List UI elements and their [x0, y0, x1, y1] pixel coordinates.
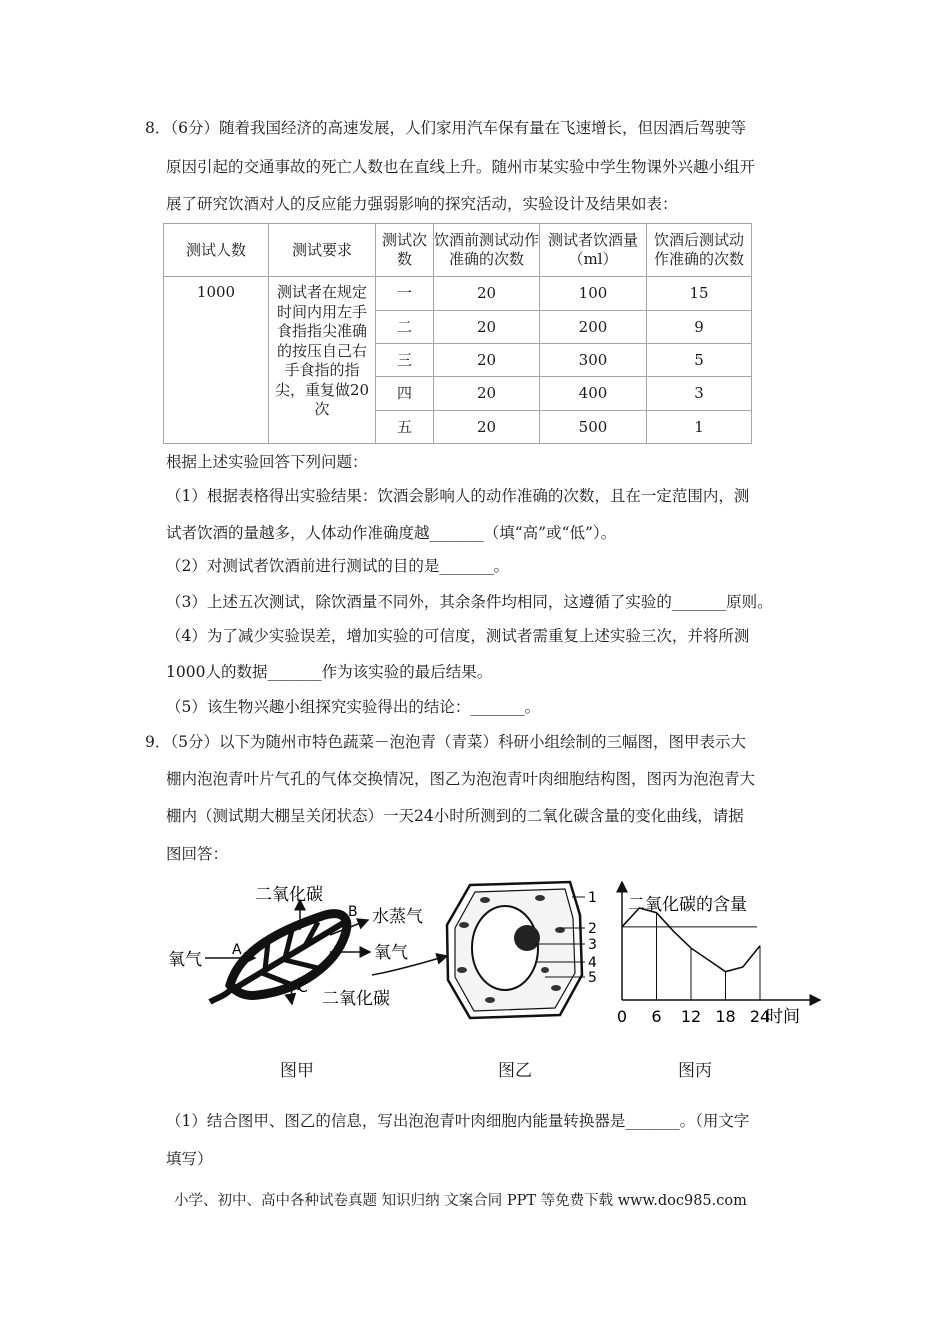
- header-people: 测试人数: [164, 224, 269, 277]
- cell-amount: 100: [540, 277, 647, 311]
- q8-sub-2: （2）对测试者饮酒前进行测试的目的是_______。: [166, 557, 510, 575]
- label-oxygen-out: 氧气: [374, 943, 408, 963]
- cell-amount: 200: [540, 311, 647, 344]
- cell-amount: 300: [540, 344, 647, 377]
- q9-line-1: 9．（5分）以下为随州市特色蔬菜－泡泡青（青菜）科研小组绘制的三幅图，图甲表示大: [145, 733, 746, 751]
- q9-line-2: 棚内泡泡青叶片气孔的气体交换情况，图乙为泡泡青叶肉细胞结构图，图丙为泡泡青大: [166, 770, 756, 788]
- q9-sub-1a: （1）结合图甲、图乙的信息，写出泡泡青叶肉细胞内能量转换器是_______。（用文字: [166, 1112, 750, 1130]
- cell-trial: 三: [376, 344, 434, 377]
- q9-line-4: 图回答：: [166, 845, 229, 863]
- q8-line-2: 原因引起的交通事故的死亡人数也在直线上升。随州市某实验中学生物课外兴趣小组开: [166, 158, 756, 176]
- cell-after: 5: [647, 344, 752, 377]
- q9-line-3: 棚内（测试期大棚呈关闭状态）一天24小时所测到的二氧化碳含量的变化曲线，请据: [166, 807, 744, 825]
- q8-sub-5: （5）该生物兴趣小组探究实验得出的结论：_______。: [166, 698, 541, 716]
- cell-after: 1: [647, 411, 752, 444]
- label-co2-top: 二氧化碳: [255, 885, 323, 905]
- chart-x-tick-label: 18: [715, 1007, 736, 1026]
- q8-line-1: 8．（6分）随着我国经济的高速发展，人们家用汽车保有量在飞速增长，但因酒后驾驶等: [145, 119, 746, 137]
- table-row: [164, 277, 752, 311]
- cell-number-5: 5: [588, 970, 597, 986]
- header-after: 饮酒后测试动作准确的次数: [647, 224, 752, 277]
- q8-sub-1b: 试者饮酒的量越多，人体动作准确度越_______（填“高”或“低”）。: [166, 524, 617, 542]
- cell-before: 20: [434, 277, 540, 311]
- label-water-vapor: 水蒸气: [372, 907, 423, 927]
- q8-line-3: 展了研究饮酒对人的反应能力强弱影响的探究活动，实验设计及结果如表：: [166, 195, 678, 213]
- cell-number-3: 3: [588, 937, 597, 953]
- label-b: B: [348, 904, 358, 920]
- caption-bing: 图丙: [678, 1061, 712, 1081]
- cell-after: 9: [647, 311, 752, 344]
- nucleus-icon: [514, 925, 540, 951]
- table-header-row: [164, 224, 752, 277]
- cell-number-4: 4: [588, 955, 597, 971]
- q8-sub-4b: 1000人的数据_______作为该实验的最后结果。: [166, 663, 493, 681]
- header-trial: 测试次数: [376, 224, 434, 277]
- q8-sub-1a: （1）根据表格得出实验结果：饮酒会影响人的动作准确的次数，且在一定范围内，测: [166, 487, 750, 505]
- q8-after-table: 根据上述实验回答下列问题：: [166, 453, 368, 471]
- cell-number-2: 2: [588, 921, 597, 937]
- cell-requirement: 测试者在规定时间内用左手食指指尖准确的按压自己右手食指的指尖，重复做20次: [269, 277, 376, 444]
- chart-y-title: 二氧化碳的含量: [628, 895, 747, 915]
- experiment-table: [163, 223, 752, 444]
- cell-before: 20: [434, 344, 540, 377]
- header-requirement: 测试要求: [269, 224, 376, 277]
- cell-before: 20: [434, 311, 540, 344]
- cell-trial: 一: [376, 277, 434, 311]
- q8-sub-3: （3）上述五次测试，除饮酒量不同外，其余条件均相同，这遵循了实验的_______原则。: [166, 593, 773, 611]
- cell-after: 15: [647, 277, 752, 311]
- cell-before: 20: [434, 377, 540, 411]
- figures-svg: [0, 870, 950, 1100]
- cell-trial: 五: [376, 411, 434, 444]
- page-footer: 小学、初中、高中各种试卷真题 知识归纳 文案合同 PPT 等免费下载 www.doc985.com: [174, 1193, 747, 1209]
- q9-sub-1b: 填写）: [166, 1150, 213, 1168]
- label-oxygen-in: 氧气: [168, 950, 202, 970]
- cell-amount: 500: [540, 411, 647, 444]
- header-before: 饮酒前测试动作准确的次数: [434, 224, 540, 277]
- header-amount: 测试者饮酒量（ml）: [540, 224, 647, 277]
- chart-x-tick-label: 12: [680, 1007, 702, 1026]
- cell-amount: 400: [540, 377, 647, 411]
- leaf-diagram: [168, 885, 447, 1009]
- cell-people: 1000: [164, 277, 269, 444]
- chart-x-tick-label: 6: [651, 1007, 662, 1026]
- label-a: A: [232, 942, 242, 958]
- cell-before: 20: [434, 411, 540, 444]
- caption-jia: 图甲: [280, 1061, 314, 1081]
- cell-diagram: [447, 882, 597, 1018]
- chart-x-tick-label: 0: [616, 1007, 628, 1026]
- q8-sub-4a: （4）为了减少实验误差，增加实验的可信度，测试者需重复上述实验三次，并将所测: [166, 627, 750, 645]
- caption-yi: 图乙: [498, 1061, 532, 1081]
- cell-after: 3: [647, 377, 752, 411]
- chart-x-unit: 时间: [766, 1007, 800, 1027]
- cell-trial: 二: [376, 311, 434, 344]
- co2-chart: [617, 882, 820, 1027]
- cell-number-1: 1: [588, 890, 597, 906]
- cell-trial: 四: [376, 377, 434, 411]
- label-c: C: [298, 980, 308, 996]
- label-co2-bottom: 二氧化碳: [322, 989, 390, 1009]
- chart-x-tick-label: 24: [749, 1007, 771, 1026]
